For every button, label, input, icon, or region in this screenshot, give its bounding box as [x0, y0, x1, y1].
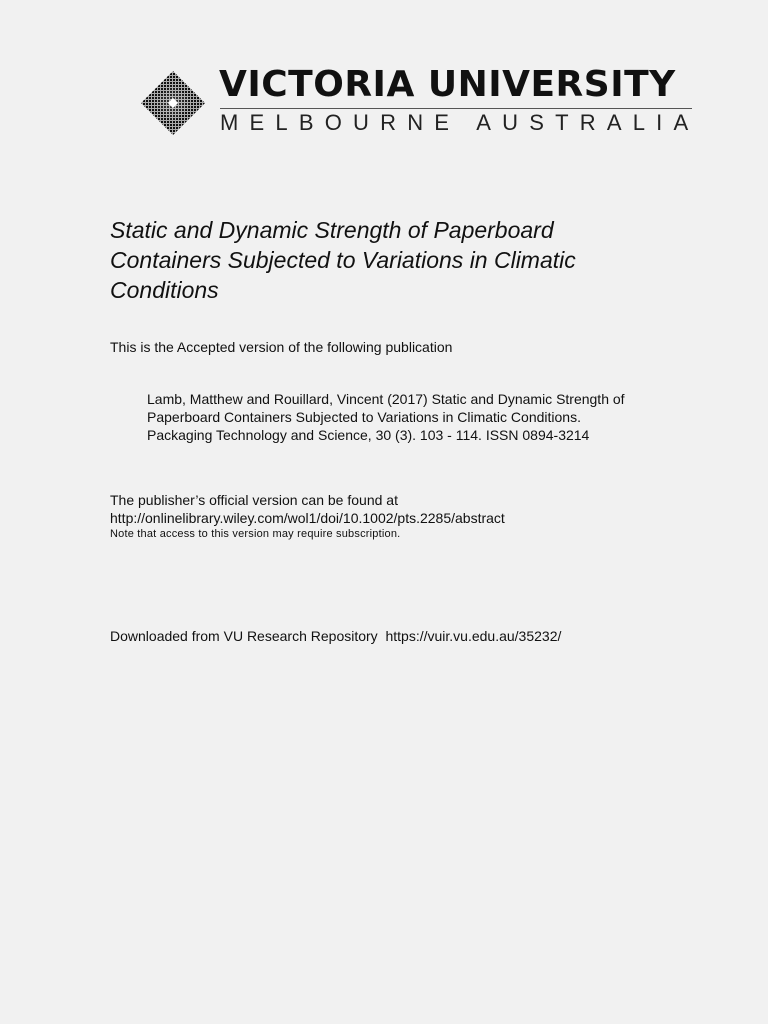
title-line: Containers Subjected to Variations in Climatic [110, 247, 576, 273]
downloaded-from [110, 628, 561, 644]
publisher-intro: The publisher’s official version can be found at [110, 492, 398, 508]
university-location: MELBOURNE AUSTRALIA [220, 110, 700, 135]
repository-url-link[interactable]: https://vuir.vu.edu.au/35232/ [385, 628, 562, 644]
subscription-note: Note that access to this version may require subscription. [110, 528, 401, 540]
citation-line: Paperboard Containers Subjected to Variations in Climatic Conditions. [147, 409, 581, 425]
citation-line: Packaging Technology and Science, 30 (3). 103 - 114. ISSN 0894-3214 [147, 427, 590, 443]
logo-divider [220, 108, 692, 109]
citation-line: Lamb, Matthew and Rouillard, Vincent (2017) Static and Dynamic Strength of [147, 391, 625, 407]
diamond-logo-icon [140, 70, 206, 136]
citation [147, 390, 625, 444]
repository-label: Downloaded from VU Research Repository [110, 628, 378, 644]
university-logo [140, 66, 700, 146]
publisher-version [110, 491, 505, 542]
university-name: VICTORIA UNIVERSITY [219, 64, 676, 105]
publication-title [110, 215, 670, 305]
title-line: Static and Dynamic Strength of Paperboard [110, 217, 554, 243]
publisher-url-link[interactable]: http://onlinelibrary.wiley.com/wol1/doi/10.1002/pts.2285/abstract [110, 510, 505, 526]
accepted-version-text: This is the Accepted version of the following publication [110, 339, 453, 355]
title-line: Conditions [110, 277, 219, 303]
